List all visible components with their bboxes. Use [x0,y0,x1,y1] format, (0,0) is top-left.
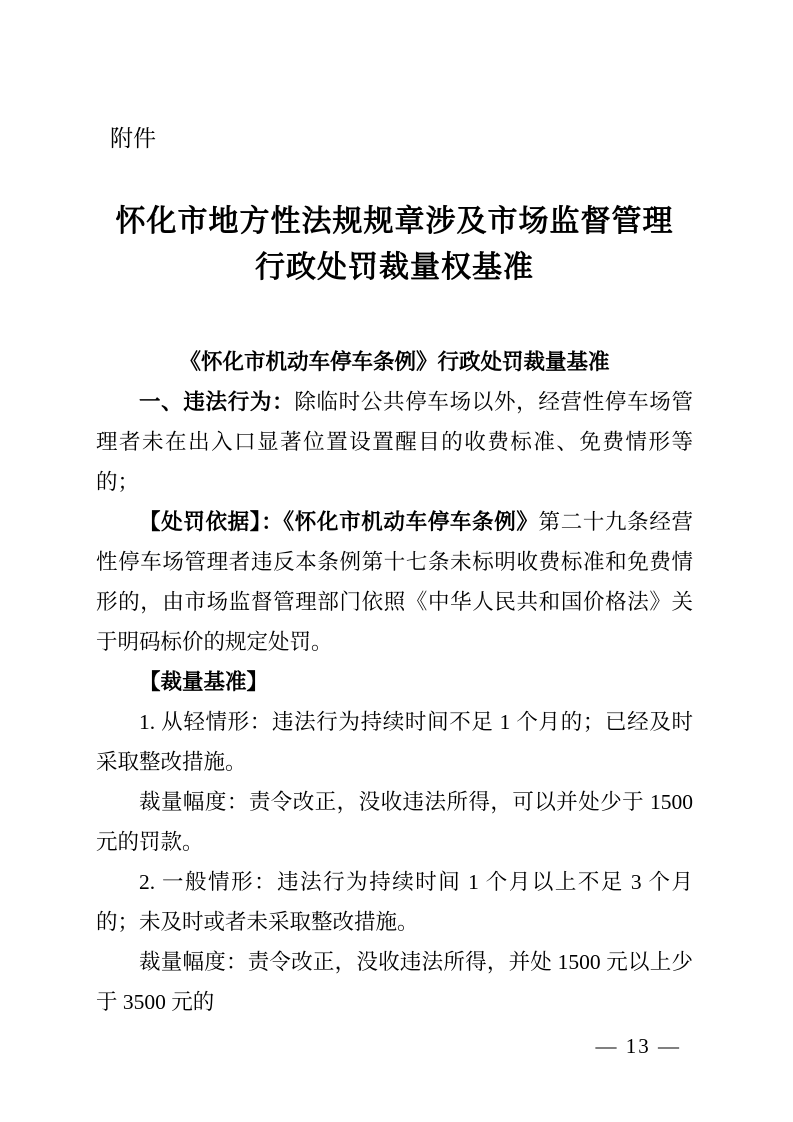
attachment-label: 附件 [110,125,156,151]
paragraph-item2-general: 2. 一般情形：违法行为持续时间 1 个月以上不足 3 个月的；未及时或者未采取整改措施。 [96,870,693,934]
violation-text: 除临时公共停车场以外，经营性停车场管理者未在出入口显著位置设置醒目的收费标准、免费情形等的； [96,390,693,494]
penalty-basis-text: 第二十九条经营性停车场管理者违反本条例第十七条未标明收费标准和免费情形的，由市场监督管理部门依照《中华人民共和国价格法》关于明码标价的规定处罚。 [96,510,693,654]
paragraph-item2-range: 裁量幅度：责令改正，没收违法所得，并处 1500 元以上少于 3500 元的 [96,950,693,1014]
paragraph-violation [96,382,693,502]
document-content [96,199,693,1022]
paragraph-item1-lenient: 1. 从轻情形：违法行为持续时间不足 1 个月的；已经及时采取整改措施。 [96,710,693,774]
page-number: — 13 — [595,1034,681,1058]
paragraph-item1-range: 裁量幅度：责令改正，没收违法所得，可以并处少于 1500 元的罚款。 [96,790,693,854]
section-heading: 《怀化市机动车停车条例》行政处罚裁量基准 [179,350,610,374]
benchmark-heading: 【裁量基准】 [139,670,269,694]
document-title [96,199,693,291]
document-title-line-2: 行政处罚裁量权基准 [255,251,534,284]
paragraph-penalty-basis [96,502,693,662]
violation-label: 一、违法行为： [139,390,295,414]
penalty-basis-label: 【处罚依据】：《怀化市机动车停车条例》 [139,510,539,534]
document-title-line-1: 怀化市地方性法规规章涉及市场监督管理 [115,205,674,238]
